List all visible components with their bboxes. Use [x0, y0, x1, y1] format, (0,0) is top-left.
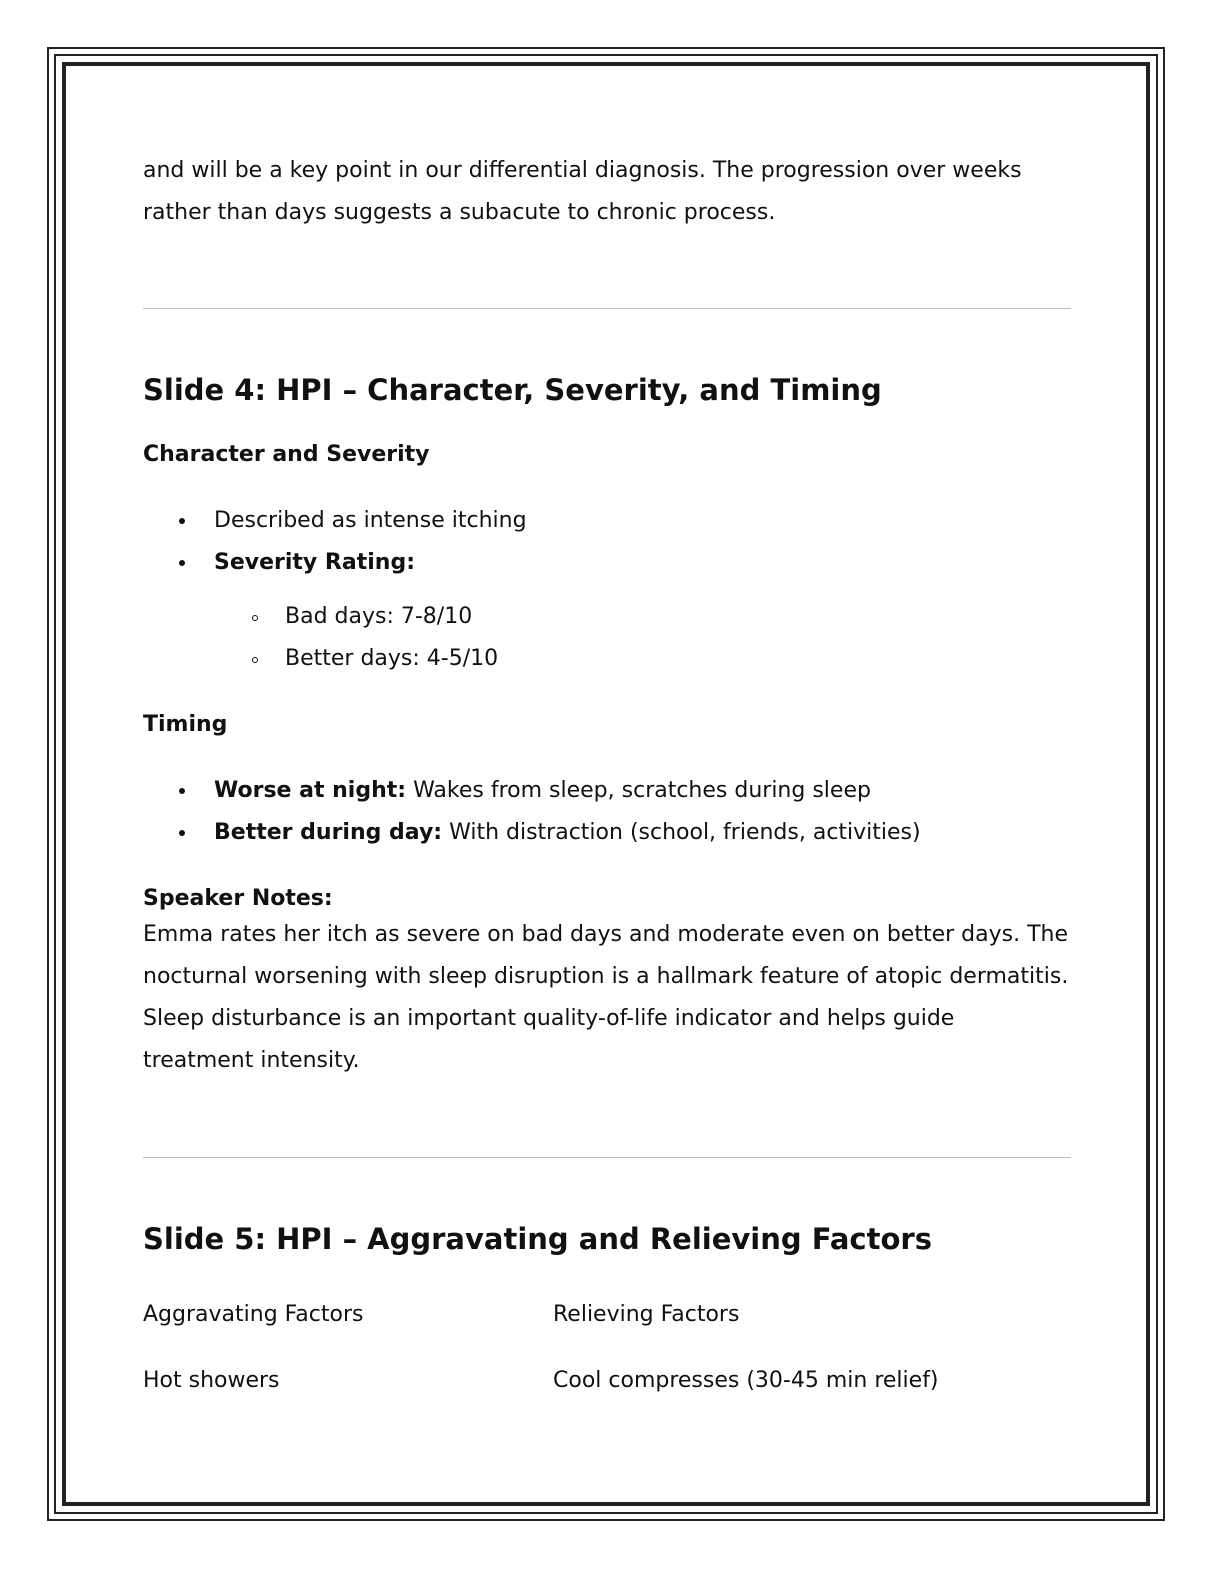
- bullet-icon: [179, 518, 185, 524]
- list-item: Bad days: 7-8/10: [143, 596, 1071, 638]
- character-severity-heading: Character and Severity: [143, 442, 430, 467]
- list-item: Better during day: With distraction (school, friends, activities): [143, 812, 1071, 854]
- hollow-bullet-icon: [252, 615, 258, 621]
- speaker-notes-text: Emma rates her itch as severe on bad days and moderate even on better days. The nocturnal worsening with sleep disruption is a hallmark feature of atopic dermatitis. Sleep disturbance is an important quality-of-life indicator and helps guide treatment intensity.: [143, 922, 1069, 1073]
- bullet-icon: [179, 830, 185, 836]
- table-row: [143, 1366, 1071, 1396]
- table-cell: Cool compresses (30-45 min relief): [553, 1368, 939, 1393]
- list-item: Worse at night: Wakes from sleep, scratches during sleep: [143, 770, 1071, 812]
- slide5-title: Slide 5: HPI – Aggravating and Relieving Factors: [143, 1222, 932, 1256]
- document-content: [143, 150, 1071, 1396]
- slide4-title: Slide 4: HPI – Character, Severity, and Timing: [143, 373, 882, 407]
- severity-sublist: [143, 596, 1071, 680]
- bullet-icon: [179, 560, 185, 566]
- timing-heading: Timing: [143, 712, 228, 737]
- timing-list: [143, 770, 1071, 854]
- character-list: [143, 500, 1071, 584]
- intro-paragraph: and will be a key point in our differential diagnosis. The progression over weeks rather than days suggests a subacute to chronic process.: [143, 158, 1022, 225]
- list-item: Better days: 4-5/10: [143, 638, 1071, 680]
- factors-table-header: [143, 1300, 1071, 1330]
- bullet-icon: [179, 788, 185, 794]
- table-cell: Hot showers: [143, 1368, 280, 1393]
- speaker-notes-label: Speaker Notes:: [143, 886, 333, 911]
- table-header-cell: Relieving Factors: [553, 1302, 740, 1327]
- list-item: Severity Rating:: [143, 542, 1071, 584]
- table-header-cell: Aggravating Factors: [143, 1302, 364, 1327]
- hollow-bullet-icon: [252, 657, 258, 663]
- list-item: Described as intense itching: [143, 500, 1071, 542]
